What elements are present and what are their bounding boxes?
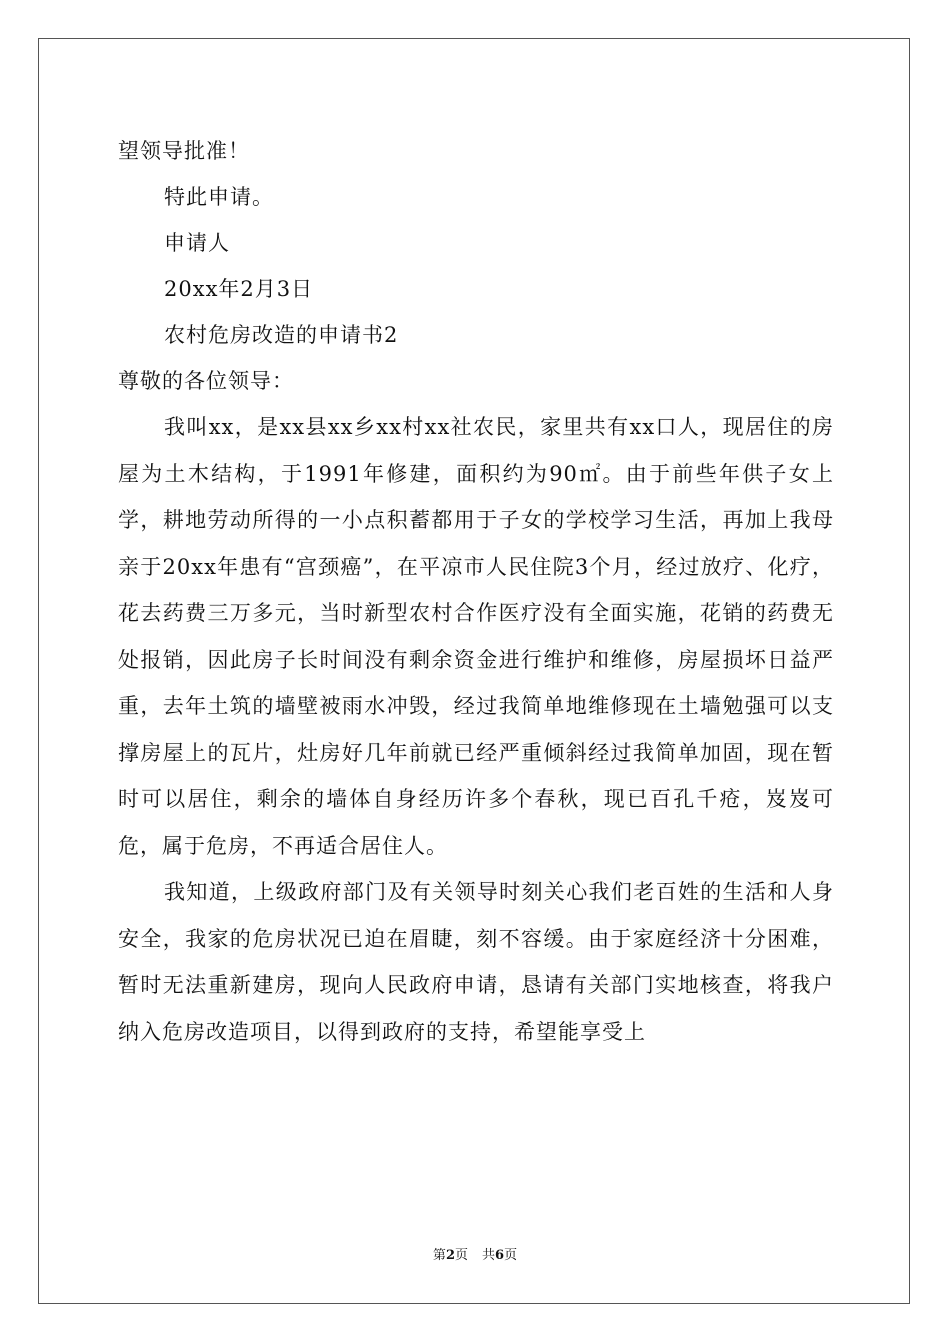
page-total-number: 6: [495, 1248, 505, 1263]
closing-line: 望领导批准！: [118, 139, 250, 163]
page-current-number: 2: [445, 1248, 455, 1263]
special-request-line: 特此申请。: [164, 185, 274, 209]
section-title: 农村危房改造的申请书2: [164, 323, 399, 347]
document-body: [118, 128, 834, 1055]
applicant-label: 申请人: [164, 231, 230, 255]
application-date: 20xx年2月3日: [164, 277, 314, 301]
page-prefix: 第: [432, 1248, 446, 1263]
page-suffix: 页: [454, 1248, 468, 1263]
salutation: 尊敬的各位领导：: [118, 369, 294, 393]
total-suffix: 页: [504, 1248, 518, 1263]
body-paragraph-1: 我叫xx，是xx县xx乡xx村xx社农民，家里共有xx口人，现居住的房屋为土木结构，于1991年修建，面积约为90㎡。由于前些年供子女上学，耕地劳动所得的一小点积蓄都用于子女的学校学习生活，再加上我母亲于20xx年患有“宫颈癌”，在平凉市人民住院3个月，经过放疗、化疗，花去药费三万多元，当时新型农村合作医疗没有全面实施，花销的药费无处报销，因此房子长时间没有剩余资金进行维护和维修，房屋损坏日益严重，去年土筑的墙壁被雨水冲毁，经过我简单地维修现在土墙勉强可以支撑房屋上的瓦片，灶房好几年前就已经严重倾斜经过我简单加固，现在暂时可以居住，剩余的墙体自身经历许多个春秋，现已百孔千疮，岌岌可危，属于危房，不再适合居住人。: [118, 415, 834, 858]
body-paragraph-2: 我知道，上级政府部门及有关领导时刻关心我们老百姓的生活和人身安全，我家的危房状况已迫在眉睫，刻不容缓。由于家庭经济十分困难，暂时无法重新建房，现向人民政府申请，恳请有关部门实地核查，将我户纳入危房改造项目，以得到政府的支持，希望能享受上: [118, 880, 834, 1044]
page-footer: [0, 1248, 950, 1264]
total-prefix: 共: [482, 1248, 496, 1263]
